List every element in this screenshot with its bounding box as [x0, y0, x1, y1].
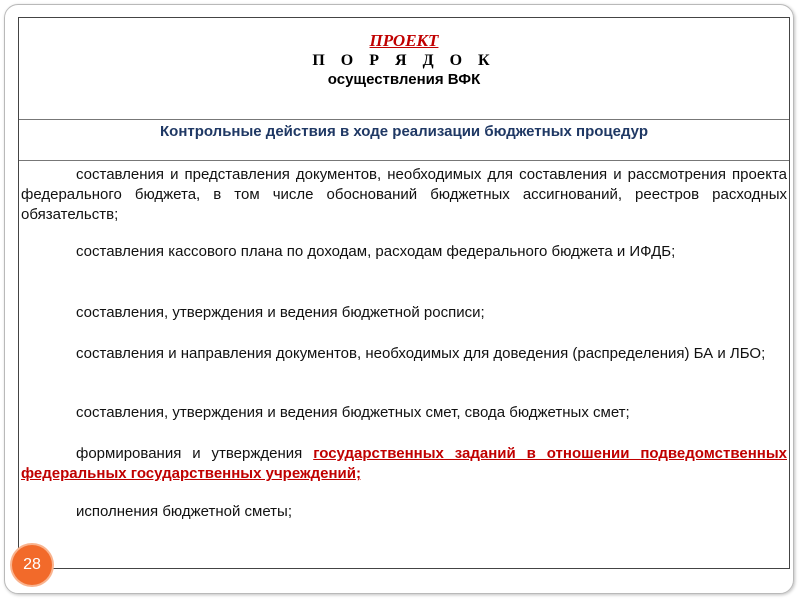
list-item-estimate-execution: исполнения бюджетной сметы;	[76, 503, 293, 520]
project-label: ПРОЕКТ	[369, 31, 439, 50]
section-divider	[19, 160, 789, 161]
list-item-budget-estimates: составления, утверждения и ведения бюджетных смет, свода бюджетных смет;	[76, 404, 630, 421]
section-title: Контрольные действия в ходе реализации бюджетных процедур	[160, 123, 648, 140]
list-item-state-tasks	[21, 444, 787, 484]
page-subtitle: осуществления ВФК	[327, 71, 481, 88]
page-number-badge: 28	[12, 545, 52, 585]
header-divider	[19, 119, 789, 120]
state-tasks-highlight: государственных заданий в отношении подведомственных федеральных государственных учреждений;	[21, 445, 787, 482]
header-block	[19, 31, 789, 90]
page-title: П О Р Я Д О К	[312, 52, 496, 69]
list-item-budget-list: составления, утверждения и ведения бюджетной росписи;	[76, 304, 485, 321]
list-item-cash-plan: составления кассового плана по доходам, расходам федерального бюджета и ИФДБ;	[76, 243, 676, 260]
state-tasks-prefix: формирования и утверждения	[76, 445, 314, 462]
list-item-ba-lbo: составления и направления документов, необходимых для доведения (распределения) БА и ЛБО;	[76, 345, 766, 362]
list-item-budget-documents: составления и представления документов, необходимых для составления и рассмотрения проекта федерального бюджета, в том числе обоснований бюджетных ассигнований, реестров расходных обязательств;	[21, 166, 787, 223]
content-box	[18, 17, 790, 569]
